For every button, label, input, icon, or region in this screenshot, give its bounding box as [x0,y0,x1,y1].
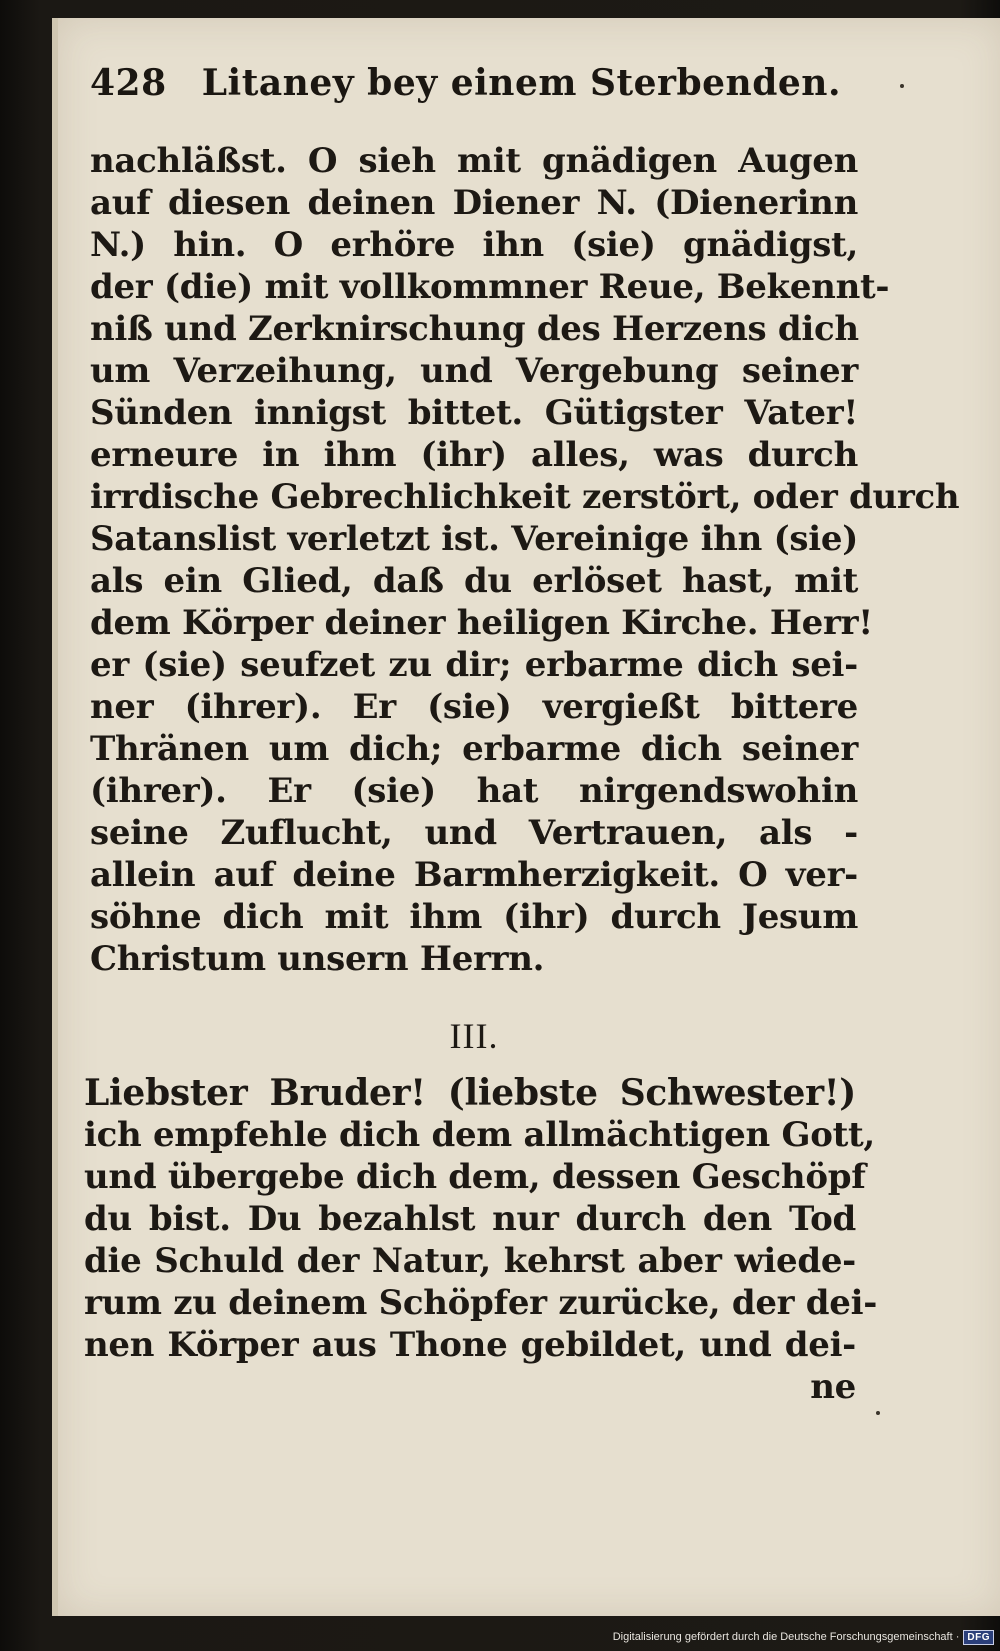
text-line: um Verzeihung, und Vergebung seiner [90,351,858,391]
text-line: söhne dich mit ihm (ihr) durch Jesum [90,897,858,937]
text-line: der (die) mit vollkommner Reue, Bekennt- [90,267,890,307]
text-line: Christum unsern Herrn. [90,939,545,979]
text-line: N.) hin. O erhöre ihn (sie) gnädigst, [90,225,858,265]
text-line: (ihrer). Er (sie) hat nirgendswohin [90,771,858,811]
text-line: auf diesen deinen Diener N. (Dienerinn [90,183,858,223]
text-line: nachläßst. O sieh mit gnädigen Augen [90,141,858,181]
running-title: Litaney bey einem Sterbenden. [201,62,842,104]
text-line: Sünden innigst bittet. Gütigster Vater! [90,393,858,433]
text-line: niß und Zerknirschung des Herzens dich [90,309,859,349]
running-header [90,62,850,122]
paper-speck [876,1411,880,1415]
text-line: Satanslist verletzt ist. Vereinige ihn (sie) [90,519,858,559]
text-line: rum zu deinem Schöpfer zurücke, der dei- [84,1283,878,1323]
text-line: irrdische Gebrechlichkeit zerstört, oder durch [90,477,960,517]
text-line: dem Körper deiner heiligen Kirche. Herr! [90,603,873,643]
credit-text: Digitalisierung gefördert durch die Deutsche Forschungsgemeinschaft · [612,1631,960,1643]
paragraph-1 [90,140,960,980]
text-line: du bist. Du bezahlst nur durch den Tod [84,1199,856,1239]
text-line: die Schuld der Natur, kehrst aber wiede- [84,1241,856,1281]
paper-speck [900,84,904,88]
text-line: Liebster Bruder! (liebste Schwester!) [84,1072,856,1114]
text-line: seine Zuflucht, und Vertrauen, als - [90,813,858,853]
dfg-logo: DFG [963,1630,994,1645]
digitization-credit [613,1626,994,1648]
text-line: nen Körper aus Thone gebildet, und dei- [84,1325,856,1365]
text-line: allein auf deine Barmherzigkeit. O ver- [90,855,858,895]
text-line: als ein Glied, daß du erlöset hast, mit [90,561,858,601]
paragraph-2 [84,1072,878,1408]
text-line: Thränen um dich; erbarme dich seiner [90,729,858,769]
text-line: erneure in ihm (ihr) alles, was durch [90,435,858,475]
text-line: ner (ihrer). Er (sie) vergießt bittere [90,687,858,727]
text-line: ich empfehle dich dem allmächtigen Gott, [84,1115,875,1155]
page-number: 428 [90,62,167,104]
text-line: er (sie) seufzet zu dir; erbarme dich sei- [90,645,858,685]
catchword: ne [810,1367,856,1407]
text-line: und übergebe dich dem, dessen Geschöpf [84,1157,866,1197]
section-heading: III. [449,1016,499,1056]
